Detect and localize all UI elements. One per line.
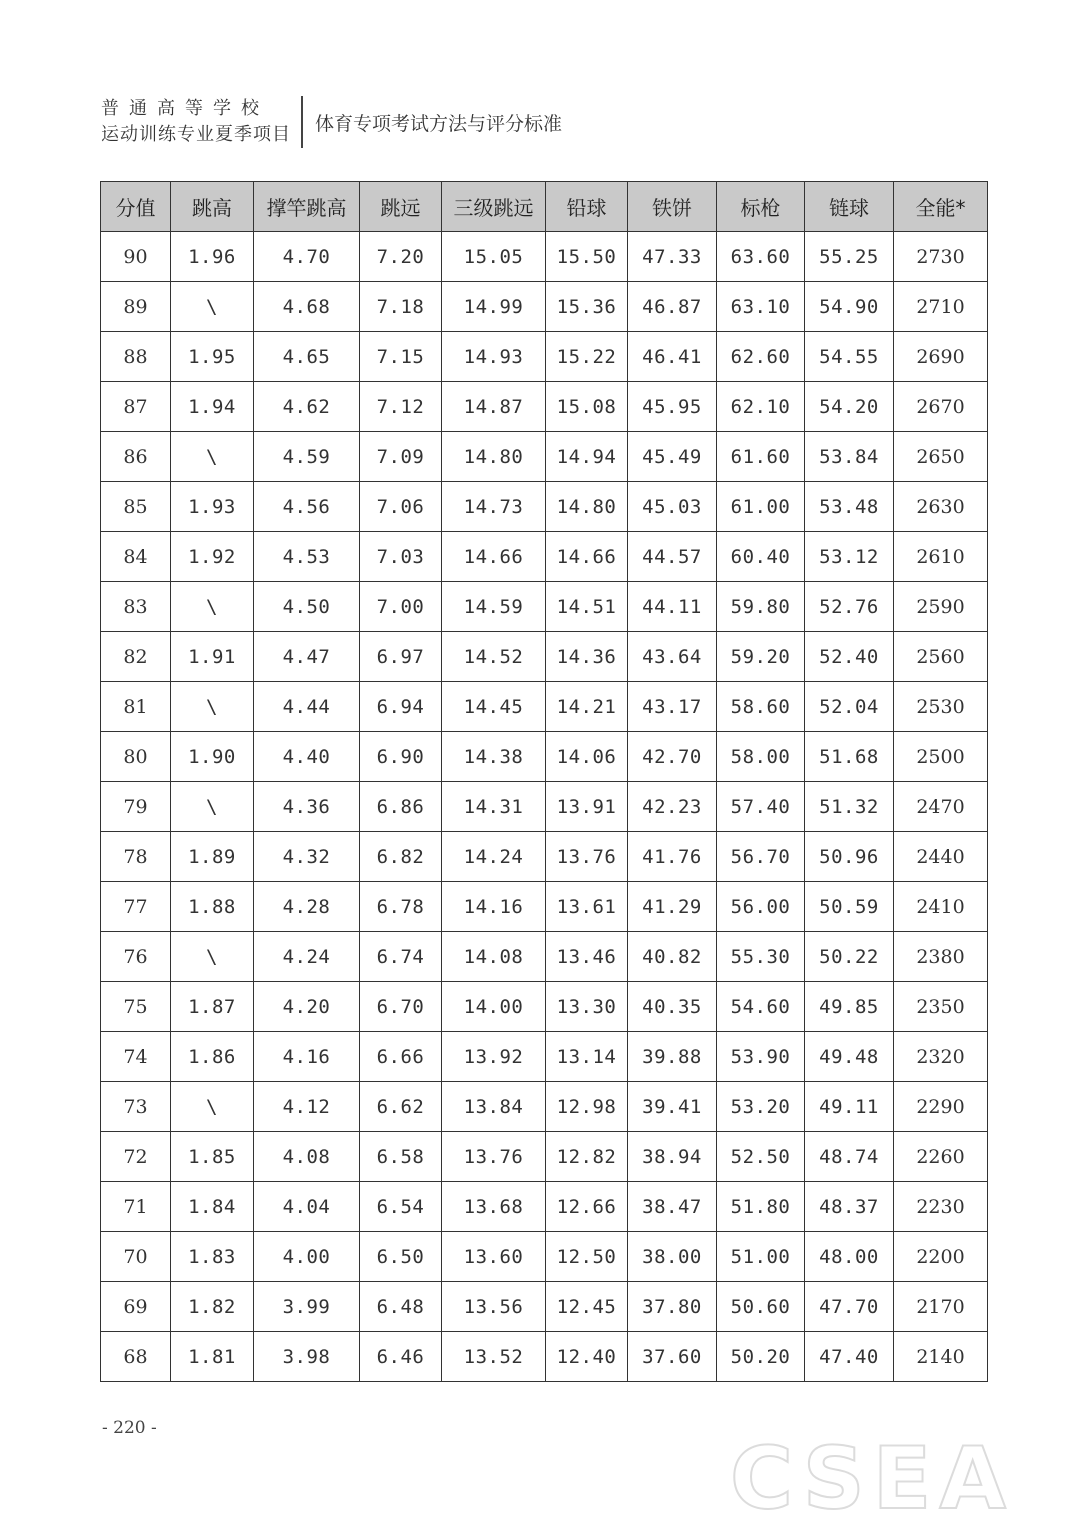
- result-cell: 2200: [894, 1232, 988, 1282]
- result-cell: 54.90: [805, 282, 894, 332]
- result-cell: 6.97: [360, 632, 442, 682]
- result-cell: 7.09: [360, 432, 442, 482]
- column-header: 铁饼: [628, 182, 717, 232]
- result-cell: 4.28: [254, 882, 360, 932]
- score-cell: 74: [101, 1032, 171, 1082]
- result-cell: 51.32: [805, 782, 894, 832]
- score-cell: 75: [101, 982, 171, 1032]
- result-cell: 6.78: [360, 882, 442, 932]
- result-cell: 14.38: [442, 732, 546, 782]
- result-cell: 2410: [894, 882, 988, 932]
- result-cell: 1.88: [171, 882, 254, 932]
- result-cell: 4.24: [254, 932, 360, 982]
- result-cell: 12.40: [546, 1332, 628, 1382]
- result-cell: 53.84: [805, 432, 894, 482]
- result-cell: 1.92: [171, 532, 254, 582]
- result-cell: 45.49: [628, 432, 717, 482]
- score-cell: 85: [101, 482, 171, 532]
- result-cell: 55.25: [805, 232, 894, 282]
- result-cell: 6.50: [360, 1232, 442, 1282]
- result-cell: 2670: [894, 382, 988, 432]
- result-cell: 55.30: [717, 932, 805, 982]
- result-cell: 61.00: [717, 482, 805, 532]
- result-cell: 12.50: [546, 1232, 628, 1282]
- table-row: [101, 482, 988, 532]
- result-cell: 13.30: [546, 982, 628, 1032]
- result-cell: 40.82: [628, 932, 717, 982]
- result-cell: 1.86: [171, 1032, 254, 1082]
- result-cell: 41.29: [628, 882, 717, 932]
- result-cell: 2350: [894, 982, 988, 1032]
- column-header: 跳远: [360, 182, 442, 232]
- result-cell: \: [171, 782, 254, 832]
- result-cell: 14.80: [546, 482, 628, 532]
- result-cell: 12.82: [546, 1132, 628, 1182]
- column-header: 跳高: [171, 182, 254, 232]
- result-cell: 2650: [894, 432, 988, 482]
- result-cell: 7.18: [360, 282, 442, 332]
- result-cell: 12.45: [546, 1282, 628, 1332]
- result-cell: 54.55: [805, 332, 894, 382]
- header-section-title: 体育专项考试方法与评分标准: [315, 112, 563, 135]
- result-cell: 14.87: [442, 382, 546, 432]
- column-header: 链球: [805, 182, 894, 232]
- result-cell: 6.86: [360, 782, 442, 832]
- result-cell: 4.56: [254, 482, 360, 532]
- result-cell: 52.76: [805, 582, 894, 632]
- result-cell: 6.48: [360, 1282, 442, 1332]
- score-cell: 76: [101, 932, 171, 982]
- result-cell: 1.85: [171, 1132, 254, 1182]
- score-cell: 68: [101, 1332, 171, 1382]
- result-cell: 42.23: [628, 782, 717, 832]
- result-cell: 6.70: [360, 982, 442, 1032]
- score-cell: 84: [101, 532, 171, 582]
- table-row: [101, 282, 988, 332]
- score-cell: 73: [101, 1082, 171, 1132]
- result-cell: 14.52: [442, 632, 546, 682]
- column-header: 铅球: [546, 182, 628, 232]
- table-row: [101, 532, 988, 582]
- result-cell: 14.00: [442, 982, 546, 1032]
- table-row: [101, 1182, 988, 1232]
- result-cell: 2730: [894, 232, 988, 282]
- result-cell: 41.76: [628, 832, 717, 882]
- result-cell: 1.95: [171, 332, 254, 382]
- result-cell: 48.74: [805, 1132, 894, 1182]
- result-cell: 2320: [894, 1032, 988, 1082]
- result-cell: 40.35: [628, 982, 717, 1032]
- result-cell: 2500: [894, 732, 988, 782]
- page-number: - 220 -: [102, 1418, 157, 1438]
- result-cell: 13.46: [546, 932, 628, 982]
- table-row: [101, 1232, 988, 1282]
- result-cell: 1.96: [171, 232, 254, 282]
- result-cell: 13.52: [442, 1332, 546, 1382]
- result-cell: 4.70: [254, 232, 360, 282]
- score-cell: 69: [101, 1282, 171, 1332]
- table-row: [101, 632, 988, 682]
- result-cell: 51.68: [805, 732, 894, 782]
- result-cell: 4.53: [254, 532, 360, 582]
- result-cell: 12.66: [546, 1182, 628, 1232]
- result-cell: 3.99: [254, 1282, 360, 1332]
- result-cell: 2560: [894, 632, 988, 682]
- result-cell: \: [171, 282, 254, 332]
- result-cell: 6.66: [360, 1032, 442, 1082]
- result-cell: 50.96: [805, 832, 894, 882]
- result-cell: 2590: [894, 582, 988, 632]
- table-row: [101, 1032, 988, 1082]
- result-cell: 60.40: [717, 532, 805, 582]
- table-row: [101, 382, 988, 432]
- score-cell: 89: [101, 282, 171, 332]
- result-cell: 49.85: [805, 982, 894, 1032]
- result-cell: 14.66: [546, 532, 628, 582]
- result-cell: 15.50: [546, 232, 628, 282]
- result-cell: 2440: [894, 832, 988, 882]
- result-cell: 13.60: [442, 1232, 546, 1282]
- result-cell: 2690: [894, 332, 988, 382]
- result-cell: 45.95: [628, 382, 717, 432]
- result-cell: 15.08: [546, 382, 628, 432]
- result-cell: 50.59: [805, 882, 894, 932]
- result-cell: 53.48: [805, 482, 894, 532]
- result-cell: 4.68: [254, 282, 360, 332]
- result-cell: 44.11: [628, 582, 717, 632]
- score-cell: 83: [101, 582, 171, 632]
- result-cell: 2290: [894, 1082, 988, 1132]
- score-cell: 79: [101, 782, 171, 832]
- table-row: [101, 982, 988, 1032]
- result-cell: 50.20: [717, 1332, 805, 1382]
- result-cell: 58.00: [717, 732, 805, 782]
- result-cell: 46.41: [628, 332, 717, 382]
- result-cell: 14.94: [546, 432, 628, 482]
- table-row: [101, 232, 988, 282]
- result-cell: 13.92: [442, 1032, 546, 1082]
- result-cell: 4.20: [254, 982, 360, 1032]
- result-cell: 37.60: [628, 1332, 717, 1382]
- result-cell: 14.59: [442, 582, 546, 632]
- score-table: [100, 181, 988, 1382]
- result-cell: 14.66: [442, 532, 546, 582]
- result-cell: 7.15: [360, 332, 442, 382]
- result-cell: 38.00: [628, 1232, 717, 1282]
- result-cell: 2140: [894, 1332, 988, 1382]
- header-line-1: 普通高等学校: [101, 98, 269, 119]
- result-cell: 48.00: [805, 1232, 894, 1282]
- result-cell: 47.40: [805, 1332, 894, 1382]
- result-cell: 37.80: [628, 1282, 717, 1332]
- table-row: [101, 732, 988, 782]
- result-cell: 4.12: [254, 1082, 360, 1132]
- table-row: [101, 1132, 988, 1182]
- result-cell: 4.59: [254, 432, 360, 482]
- result-cell: 1.89: [171, 832, 254, 882]
- result-cell: 4.16: [254, 1032, 360, 1082]
- result-cell: 4.36: [254, 782, 360, 832]
- result-cell: 13.91: [546, 782, 628, 832]
- header-row: [101, 182, 988, 232]
- result-cell: 6.62: [360, 1082, 442, 1132]
- result-cell: 59.20: [717, 632, 805, 682]
- result-cell: 13.84: [442, 1082, 546, 1132]
- score-cell: 80: [101, 732, 171, 782]
- result-cell: 1.84: [171, 1182, 254, 1232]
- result-cell: 2230: [894, 1182, 988, 1232]
- result-cell: 13.61: [546, 882, 628, 932]
- result-cell: 14.73: [442, 482, 546, 532]
- result-cell: 1.87: [171, 982, 254, 1032]
- result-cell: 15.22: [546, 332, 628, 382]
- result-cell: 1.91: [171, 632, 254, 682]
- result-cell: 13.56: [442, 1282, 546, 1332]
- score-cell: 81: [101, 682, 171, 732]
- result-cell: 49.48: [805, 1032, 894, 1082]
- result-cell: 38.94: [628, 1132, 717, 1182]
- result-cell: 43.64: [628, 632, 717, 682]
- result-cell: 2170: [894, 1282, 988, 1332]
- score-cell: 77: [101, 882, 171, 932]
- result-cell: 14.06: [546, 732, 628, 782]
- result-cell: 39.41: [628, 1082, 717, 1132]
- result-cell: 63.60: [717, 232, 805, 282]
- result-cell: 1.90: [171, 732, 254, 782]
- result-cell: 7.06: [360, 482, 442, 532]
- result-cell: 62.60: [717, 332, 805, 382]
- result-cell: 14.99: [442, 282, 546, 332]
- result-cell: \: [171, 582, 254, 632]
- result-cell: 6.58: [360, 1132, 442, 1182]
- result-cell: 14.45: [442, 682, 546, 732]
- result-cell: 14.36: [546, 632, 628, 682]
- result-cell: 3.98: [254, 1332, 360, 1382]
- result-cell: 6.46: [360, 1332, 442, 1382]
- result-cell: 48.37: [805, 1182, 894, 1232]
- score-cell: 70: [101, 1232, 171, 1282]
- result-cell: 52.40: [805, 632, 894, 682]
- result-cell: 7.03: [360, 532, 442, 582]
- column-header: 全能*: [894, 182, 988, 232]
- table-row: [101, 682, 988, 732]
- result-cell: 63.10: [717, 282, 805, 332]
- result-cell: 61.60: [717, 432, 805, 482]
- result-cell: 14.21: [546, 682, 628, 732]
- result-cell: 54.60: [717, 982, 805, 1032]
- result-cell: \: [171, 1082, 254, 1132]
- column-header: 标枪: [717, 182, 805, 232]
- result-cell: 58.60: [717, 682, 805, 732]
- result-cell: 7.12: [360, 382, 442, 432]
- header-line-2: 运动训练专业夏季项目: [101, 124, 291, 145]
- result-cell: 6.74: [360, 932, 442, 982]
- result-cell: 53.20: [717, 1082, 805, 1132]
- result-cell: 13.76: [442, 1132, 546, 1182]
- result-cell: 59.80: [717, 582, 805, 632]
- result-cell: 4.44: [254, 682, 360, 732]
- result-cell: 14.31: [442, 782, 546, 832]
- result-cell: 44.57: [628, 532, 717, 582]
- result-cell: \: [171, 932, 254, 982]
- result-cell: 1.83: [171, 1232, 254, 1282]
- table-row: [101, 432, 988, 482]
- result-cell: 6.94: [360, 682, 442, 732]
- result-cell: 2710: [894, 282, 988, 332]
- result-cell: 57.40: [717, 782, 805, 832]
- result-cell: 43.17: [628, 682, 717, 732]
- table-row: [101, 832, 988, 882]
- score-cell: 88: [101, 332, 171, 382]
- table-row: [101, 932, 988, 982]
- table-row: [101, 1282, 988, 1332]
- result-cell: 52.04: [805, 682, 894, 732]
- column-header: 分值: [101, 182, 171, 232]
- score-cell: 71: [101, 1182, 171, 1232]
- result-cell: 4.50: [254, 582, 360, 632]
- result-cell: 14.16: [442, 882, 546, 932]
- table-row: [101, 582, 988, 632]
- result-cell: 4.08: [254, 1132, 360, 1182]
- result-cell: 1.93: [171, 482, 254, 532]
- result-cell: \: [171, 432, 254, 482]
- result-cell: 49.11: [805, 1082, 894, 1132]
- result-cell: 14.93: [442, 332, 546, 382]
- result-cell: 42.70: [628, 732, 717, 782]
- result-cell: 6.54: [360, 1182, 442, 1232]
- result-cell: 53.12: [805, 532, 894, 582]
- result-cell: 12.98: [546, 1082, 628, 1132]
- header-book-title: [101, 96, 291, 148]
- result-cell: 13.76: [546, 832, 628, 882]
- result-cell: 13.68: [442, 1182, 546, 1232]
- result-cell: 15.36: [546, 282, 628, 332]
- result-cell: 54.20: [805, 382, 894, 432]
- result-cell: 4.65: [254, 332, 360, 382]
- result-cell: 4.47: [254, 632, 360, 682]
- result-cell: 39.88: [628, 1032, 717, 1082]
- result-cell: 15.05: [442, 232, 546, 282]
- result-cell: 51.00: [717, 1232, 805, 1282]
- result-cell: 45.03: [628, 482, 717, 532]
- score-cell: 72: [101, 1132, 171, 1182]
- result-cell: 51.80: [717, 1182, 805, 1232]
- result-cell: 2260: [894, 1132, 988, 1182]
- column-header: 三级跳远: [442, 182, 546, 232]
- result-cell: 47.33: [628, 232, 717, 282]
- result-cell: 4.62: [254, 382, 360, 432]
- result-cell: 6.82: [360, 832, 442, 882]
- table-row: [101, 1082, 988, 1132]
- score-cell: 82: [101, 632, 171, 682]
- result-cell: 56.70: [717, 832, 805, 882]
- result-cell: 6.90: [360, 732, 442, 782]
- result-cell: 47.70: [805, 1282, 894, 1332]
- result-cell: 2610: [894, 532, 988, 582]
- result-cell: 38.47: [628, 1182, 717, 1232]
- csea-watermark: CSEA: [730, 1429, 1014, 1529]
- table-row: [101, 1332, 988, 1382]
- result-cell: 4.32: [254, 832, 360, 882]
- result-cell: 2380: [894, 932, 988, 982]
- running-header: [101, 96, 562, 148]
- result-cell: 2630: [894, 482, 988, 532]
- result-cell: 56.00: [717, 882, 805, 932]
- score-cell: 87: [101, 382, 171, 432]
- result-cell: 1.82: [171, 1282, 254, 1332]
- score-cell: 78: [101, 832, 171, 882]
- table-row: [101, 782, 988, 832]
- table-row: [101, 332, 988, 382]
- result-cell: 62.10: [717, 382, 805, 432]
- result-cell: 4.40: [254, 732, 360, 782]
- result-cell: \: [171, 682, 254, 732]
- result-cell: 46.87: [628, 282, 717, 332]
- result-cell: 53.90: [717, 1032, 805, 1082]
- table-row: [101, 882, 988, 932]
- result-cell: 7.20: [360, 232, 442, 282]
- result-cell: 4.00: [254, 1232, 360, 1282]
- result-cell: 4.04: [254, 1182, 360, 1232]
- result-cell: 1.94: [171, 382, 254, 432]
- result-cell: 14.08: [442, 932, 546, 982]
- table-body: [101, 232, 988, 1382]
- column-header: 撑竿跳高: [254, 182, 360, 232]
- result-cell: 1.81: [171, 1332, 254, 1382]
- result-cell: 14.24: [442, 832, 546, 882]
- header-divider: [301, 96, 303, 148]
- score-cell: 90: [101, 232, 171, 282]
- result-cell: 50.60: [717, 1282, 805, 1332]
- result-cell: 52.50: [717, 1132, 805, 1182]
- result-cell: 14.80: [442, 432, 546, 482]
- result-cell: 7.00: [360, 582, 442, 632]
- result-cell: 2470: [894, 782, 988, 832]
- score-cell: 86: [101, 432, 171, 482]
- result-cell: 13.14: [546, 1032, 628, 1082]
- result-cell: 2530: [894, 682, 988, 732]
- result-cell: 50.22: [805, 932, 894, 982]
- result-cell: 14.51: [546, 582, 628, 632]
